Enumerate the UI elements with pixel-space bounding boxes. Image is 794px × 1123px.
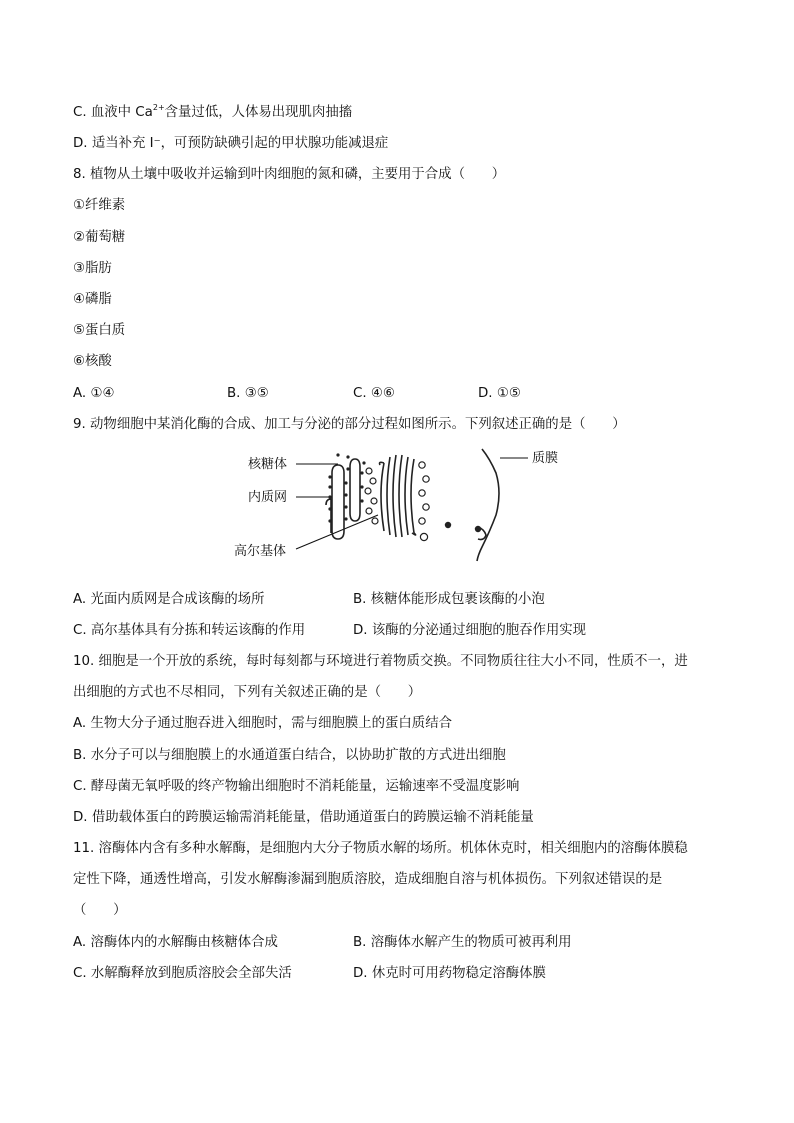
q11-option-c: C. 水解酶释放到胞质溶胶会全部失活: [73, 966, 292, 981]
label-ribosome: 核糖体: [248, 457, 288, 472]
plasma-membrane: [477, 449, 499, 561]
label-membrane: 质膜: [532, 451, 559, 466]
q10-stem-line1: 10. 细胞是一个开放的系统，每时每刻都与环境进行着物质交换。不同物质往往大小不同，性质不一，进: [73, 654, 688, 669]
label-er: 内质网: [248, 490, 288, 505]
q11-stem-line3: （ ）: [73, 903, 127, 918]
q8-option-a: A. ①④: [73, 386, 115, 401]
leader-golgi: [296, 515, 378, 549]
q11-option-a: A. 溶酶体内的水解酶由核糖体合成: [73, 935, 278, 950]
q8-stem: 8. 植物从土壤中吸收并运输到叶肉细胞的氮和磷，主要用于合成（ ）: [73, 167, 506, 182]
q10-stem-line2: 出细胞的方式也不尽相同，下列有关叙述正确的是（ ）: [73, 685, 422, 700]
q11-stem-line2: 定性下降，通透性增高，引发水解酶渗漏到胞质溶胶，造成细胞自溶与机体损伤。下列叙述错误的是: [73, 872, 663, 887]
q10-option-a: A. 生物大分子通过胞吞进入细胞时，需与细胞膜上的蛋白质结合: [73, 716, 452, 731]
secretion-diagram: [228, 443, 568, 573]
q9-option-b: B. 核糖体能形成包裹该酶的小泡: [353, 592, 545, 607]
secretory-vesicles: [419, 462, 481, 541]
q10-option-d: D. 借助载体蛋白的跨膜运输需消耗能量，借助通道蛋白的跨膜运输不消耗能量: [73, 810, 534, 825]
q9-option-c: C. 高尔基体具有分拣和转运该酶的作用: [73, 623, 306, 638]
q8-option-d: D. ①⑤: [478, 386, 521, 401]
q9-stem: 9. 动物细胞中某消化酶的合成、加工与分泌的部分过程如图所示。下列叙述正确的是（ ）: [73, 417, 626, 432]
q8-option-c: C. ④⑥: [353, 386, 395, 401]
q8-item: ④磷脂: [73, 292, 112, 307]
q8-item: ⑤蛋白质: [73, 323, 126, 338]
q8-item: ①纤维素: [73, 198, 126, 213]
label-golgi: 高尔基体: [234, 544, 287, 559]
q7-option-c: C. 血液中 $Ca^{2+}$含量过低，人体易出现肌肉抽搐: [73, 103, 353, 120]
q8-item: ③脂肪: [73, 261, 112, 276]
golgi-stacks: [380, 455, 416, 537]
q8-item: ②葡萄糖: [73, 230, 126, 245]
q8-item: ⑥核酸: [73, 354, 112, 369]
q8-option-b: B. ③⑤: [227, 386, 269, 401]
q10-option-c: C. 酵母菌无氧呼吸的终产物输出细胞时不消耗能量，运输速率不受温度影响: [73, 779, 520, 794]
q9-option-d: D. 该酶的分泌通过细胞的胞吞作用实现: [353, 623, 587, 638]
q9-option-a: A. 光面内质网是合成该酶的场所: [73, 592, 265, 607]
q11-option-b: B. 溶酶体水解产生的物质可被再利用: [353, 935, 572, 950]
q7-option-d: D. 适当补充 I⁻，可预防缺碘引起的甲状腺功能减退症: [73, 136, 389, 151]
er-structure: [326, 459, 360, 539]
q11-stem-line1: 11. 溶酶体内含有多种水解酶，是细胞内大分子物质水解的场所。机体休克时，相关细胞内的溶酶体膜稳: [73, 841, 688, 856]
q10-option-b: B. 水分子可以与细胞膜上的水通道蛋白结合，以协助扩散的方式进出细胞: [73, 748, 506, 763]
q11-option-d: D. 休克时可用药物稳定溶酶体膜: [353, 966, 546, 981]
